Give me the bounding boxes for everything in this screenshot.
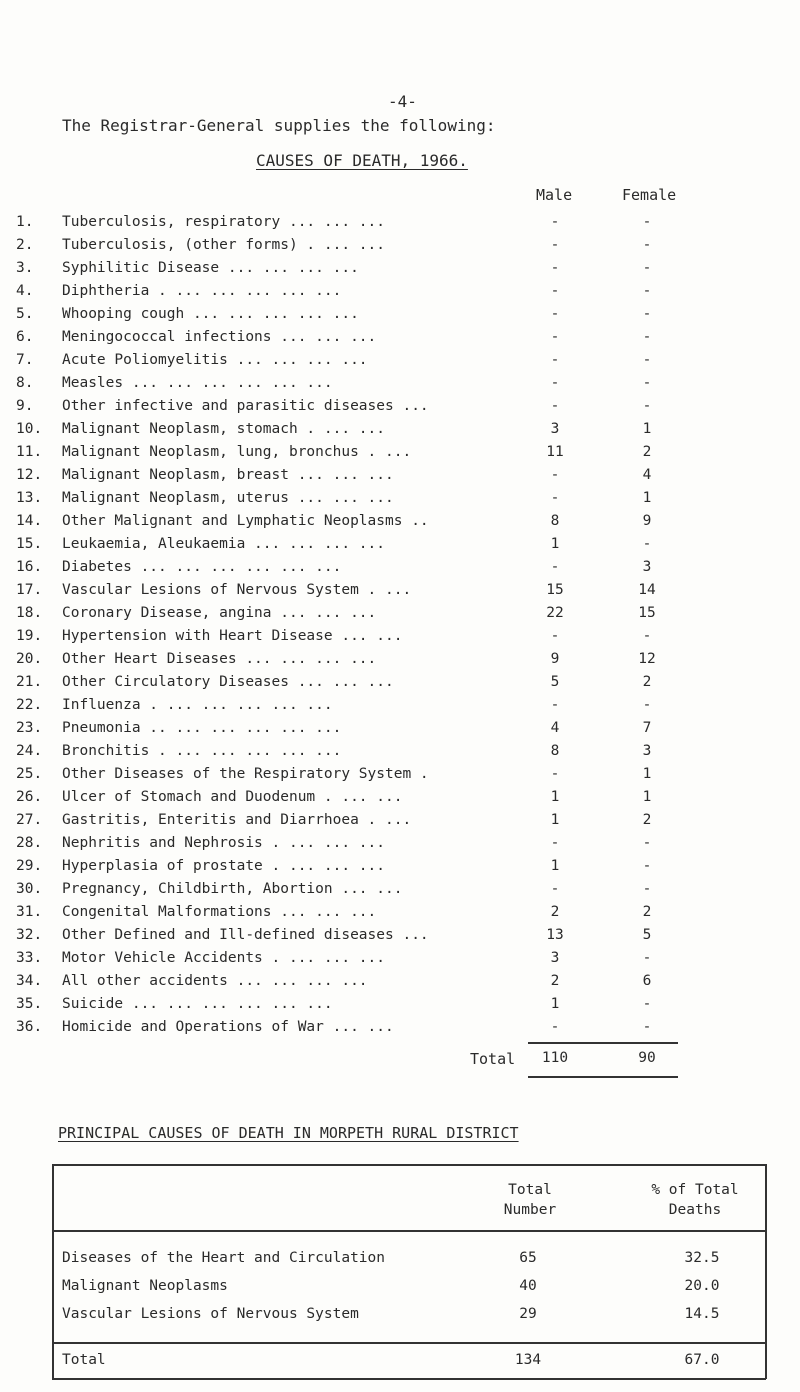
cause-number: 9. bbox=[16, 398, 34, 414]
cause-label: Diphtheria . ... ... ... ... ... bbox=[62, 283, 342, 299]
female-count: 7 bbox=[642, 720, 652, 736]
male-count: - bbox=[550, 260, 560, 276]
row-label: Diseases of the Heart and Circulation bbox=[62, 1250, 386, 1266]
male-count: - bbox=[550, 214, 560, 230]
cause-row bbox=[0, 513, 800, 537]
cause-label: Tuberculosis, (other forms) . ... ... bbox=[62, 237, 386, 253]
female-count: - bbox=[642, 398, 652, 414]
cause-label: Ulcer of Stomach and Duodenum . ... ... bbox=[62, 789, 403, 805]
female-count: - bbox=[642, 858, 652, 874]
female-count: 2 bbox=[642, 904, 652, 920]
cause-label: Influenza . ... ... ... ... ... bbox=[62, 697, 333, 713]
male-count: 8 bbox=[550, 743, 560, 759]
row-percent: 32.5 bbox=[684, 1250, 720, 1266]
female-count: 1 bbox=[642, 766, 652, 782]
table-total-divider bbox=[52, 1342, 766, 1344]
cause-number: 6. bbox=[16, 329, 34, 345]
cause-number: 36. bbox=[16, 1019, 43, 1035]
row-label: Malignant Neoplasms bbox=[62, 1278, 228, 1294]
row-label: Vascular Lesions of Nervous System bbox=[62, 1306, 359, 1322]
cause-label: Hypertension with Heart Disease ... ... bbox=[62, 628, 403, 644]
female-count: - bbox=[642, 697, 652, 713]
male-count: 9 bbox=[550, 651, 560, 667]
cause-row bbox=[0, 743, 800, 767]
male-count: 22 bbox=[546, 605, 564, 621]
cause-label: All other accidents ... ... ... ... bbox=[62, 973, 368, 989]
row-percent: 14.5 bbox=[684, 1306, 720, 1322]
cause-label: Hyperplasia of prostate . ... ... ... bbox=[62, 858, 386, 874]
cause-row bbox=[0, 444, 800, 468]
cause-row bbox=[0, 766, 800, 790]
cause-row bbox=[0, 398, 800, 422]
male-count: 2 bbox=[550, 904, 560, 920]
table-right-border bbox=[765, 1164, 767, 1379]
row-number: 40 bbox=[519, 1278, 537, 1294]
cause-label: Vascular Lesions of Nervous System . ... bbox=[62, 582, 412, 598]
cause-row bbox=[0, 490, 800, 514]
cause-label: Congenital Malformations ... ... ... bbox=[62, 904, 377, 920]
male-count: 5 bbox=[550, 674, 560, 690]
female-count: - bbox=[642, 237, 652, 253]
cause-row bbox=[0, 329, 800, 353]
female-count: 6 bbox=[642, 973, 652, 989]
header-percent-line1: % of Total bbox=[651, 1182, 739, 1198]
female-count: - bbox=[642, 1019, 652, 1035]
cause-label: Meningococcal infections ... ... ... bbox=[62, 329, 377, 345]
table-total-number: 134 bbox=[514, 1352, 542, 1368]
cause-number: 29. bbox=[16, 858, 43, 874]
cause-label: Nephritis and Nephrosis . ... ... ... bbox=[62, 835, 386, 851]
cause-number: 35. bbox=[16, 996, 43, 1012]
cause-row bbox=[0, 283, 800, 307]
female-count: 5 bbox=[642, 927, 652, 943]
cause-label: Pneumonia .. ... ... ... ... ... bbox=[62, 720, 342, 736]
female-count: 2 bbox=[642, 674, 652, 690]
cause-row bbox=[0, 835, 800, 859]
total-female: 90 bbox=[638, 1050, 656, 1066]
cause-number: 11. bbox=[16, 444, 43, 460]
cause-label: Other infective and parasitic diseases ... bbox=[62, 398, 429, 414]
cause-number: 12. bbox=[16, 467, 43, 483]
cause-row bbox=[0, 260, 800, 284]
cause-label: Tuberculosis, respiratory ... ... ... bbox=[62, 214, 386, 230]
female-count: - bbox=[642, 628, 652, 644]
female-count: 2 bbox=[642, 444, 652, 460]
cause-number: 17. bbox=[16, 582, 43, 598]
cause-number: 28. bbox=[16, 835, 43, 851]
cause-number: 20. bbox=[16, 651, 43, 667]
female-count: 4 bbox=[642, 467, 652, 483]
cause-label: Gastritis, Enteritis and Diarrhoea . ... bbox=[62, 812, 412, 828]
cause-label: Motor Vehicle Accidents . ... ... ... bbox=[62, 950, 386, 966]
cause-number: 15. bbox=[16, 536, 43, 552]
cause-number: 14. bbox=[16, 513, 43, 529]
male-count: - bbox=[550, 490, 560, 506]
cause-row bbox=[0, 214, 800, 238]
cause-row bbox=[0, 996, 800, 1020]
cause-row bbox=[0, 352, 800, 376]
table-top-border bbox=[52, 1164, 766, 1166]
female-count: - bbox=[642, 835, 652, 851]
male-count: 4 bbox=[550, 720, 560, 736]
cause-row bbox=[0, 973, 800, 997]
table-row bbox=[62, 1250, 762, 1274]
totals-rule-top bbox=[528, 1042, 678, 1044]
female-count: 15 bbox=[638, 605, 656, 621]
male-count: 1 bbox=[550, 536, 560, 552]
female-count: 1 bbox=[642, 789, 652, 805]
female-count: - bbox=[642, 214, 652, 230]
cause-row bbox=[0, 904, 800, 928]
male-count: 11 bbox=[546, 444, 564, 460]
row-number: 65 bbox=[519, 1250, 537, 1266]
total-male: 110 bbox=[541, 1050, 569, 1066]
female-count: 2 bbox=[642, 812, 652, 828]
cause-number: 10. bbox=[16, 421, 43, 437]
totals-rule-bottom bbox=[528, 1076, 678, 1078]
cause-number: 26. bbox=[16, 789, 43, 805]
cause-label: Whooping cough ... ... ... ... ... bbox=[62, 306, 359, 322]
cause-number: 31. bbox=[16, 904, 43, 920]
table-header-divider bbox=[52, 1230, 766, 1232]
row-number: 29 bbox=[519, 1306, 537, 1322]
male-count: - bbox=[550, 467, 560, 483]
cause-number: 24. bbox=[16, 743, 43, 759]
cause-row bbox=[0, 306, 800, 330]
female-count: 3 bbox=[642, 743, 652, 759]
male-count: 1 bbox=[550, 858, 560, 874]
male-count: 1 bbox=[550, 789, 560, 805]
cause-label: Malignant Neoplasm, uterus ... ... ... bbox=[62, 490, 394, 506]
cause-label: Other Circulatory Diseases ... ... ... bbox=[62, 674, 394, 690]
cause-label: Acute Poliomyelitis ... ... ... ... bbox=[62, 352, 368, 368]
cause-number: 7. bbox=[16, 352, 34, 368]
female-count: 1 bbox=[642, 490, 652, 506]
cause-number: 32. bbox=[16, 927, 43, 943]
male-count: - bbox=[550, 697, 560, 713]
cause-number: 13. bbox=[16, 490, 43, 506]
male-count: - bbox=[550, 306, 560, 322]
cause-label: Leukaemia, Aleukaemia ... ... ... ... bbox=[62, 536, 386, 552]
female-count: - bbox=[642, 283, 652, 299]
cause-row bbox=[0, 628, 800, 652]
cause-label: Suicide ... ... ... ... ... ... bbox=[62, 996, 333, 1012]
female-count: 3 bbox=[642, 559, 652, 575]
female-count: - bbox=[642, 352, 652, 368]
cause-row bbox=[0, 858, 800, 882]
male-count: 1 bbox=[550, 996, 560, 1012]
cause-row bbox=[0, 559, 800, 583]
row-percent: 20.0 bbox=[684, 1278, 720, 1294]
male-count: - bbox=[550, 766, 560, 782]
cause-row bbox=[0, 1019, 800, 1043]
cause-row bbox=[0, 651, 800, 675]
cause-label: Measles ... ... ... ... ... ... bbox=[62, 375, 333, 391]
female-count: 1 bbox=[642, 421, 652, 437]
male-count: - bbox=[550, 881, 560, 897]
cause-label: Homicide and Operations of War ... ... bbox=[62, 1019, 394, 1035]
cause-row bbox=[0, 812, 800, 836]
cause-row bbox=[0, 881, 800, 905]
cause-label: Other Diseases of the Respiratory System . bbox=[62, 766, 429, 782]
cause-number: 30. bbox=[16, 881, 43, 897]
male-count: - bbox=[550, 1019, 560, 1035]
cause-label: Other Malignant and Lymphatic Neoplasms .. bbox=[62, 513, 429, 529]
header-percent bbox=[630, 1180, 760, 1220]
intro-text: The Registrar-General supplies the following: bbox=[62, 116, 496, 135]
cause-number: 18. bbox=[16, 605, 43, 621]
header-percent-line2: Deaths bbox=[668, 1202, 722, 1218]
male-column-header: Male bbox=[536, 186, 573, 204]
table-row bbox=[62, 1278, 762, 1302]
male-count: 2 bbox=[550, 973, 560, 989]
female-column-header: Female bbox=[622, 186, 677, 204]
cause-number: 3. bbox=[16, 260, 34, 276]
cause-label: Pregnancy, Childbirth, Abortion ... ... bbox=[62, 881, 403, 897]
header-total-number bbox=[470, 1180, 590, 1220]
cause-number: 33. bbox=[16, 950, 43, 966]
male-count: 1 bbox=[550, 812, 560, 828]
cause-row bbox=[0, 237, 800, 261]
cause-label: Coronary Disease, angina ... ... ... bbox=[62, 605, 377, 621]
cause-label: Malignant Neoplasm, lung, bronchus . ... bbox=[62, 444, 412, 460]
cause-label: Malignant Neoplasm, stomach . ... ... bbox=[62, 421, 386, 437]
principal-causes-title: PRINCIPAL CAUSES OF DEATH IN MORPETH RURAL DISTRICT bbox=[58, 1124, 519, 1142]
cause-number: 34. bbox=[16, 973, 43, 989]
male-count: 13 bbox=[546, 927, 564, 943]
header-total-line1: Total bbox=[508, 1182, 552, 1198]
male-count: - bbox=[550, 398, 560, 414]
cause-row bbox=[0, 375, 800, 399]
cause-number: 21. bbox=[16, 674, 43, 690]
total-label: Total bbox=[470, 1050, 516, 1068]
cause-row bbox=[0, 674, 800, 698]
page-number: -4- bbox=[388, 92, 417, 111]
male-count: 3 bbox=[550, 950, 560, 966]
male-count: - bbox=[550, 375, 560, 391]
cause-row bbox=[0, 697, 800, 721]
cause-row bbox=[0, 536, 800, 560]
cause-number: 19. bbox=[16, 628, 43, 644]
table-row bbox=[62, 1306, 762, 1330]
male-count: - bbox=[550, 628, 560, 644]
male-count: 3 bbox=[550, 421, 560, 437]
cause-number: 4. bbox=[16, 283, 34, 299]
table-total-label: Total bbox=[62, 1352, 106, 1368]
female-count: - bbox=[642, 536, 652, 552]
male-count: 8 bbox=[550, 513, 560, 529]
male-count: - bbox=[550, 559, 560, 575]
cause-row bbox=[0, 950, 800, 974]
cause-number: 25. bbox=[16, 766, 43, 782]
table-total-percent: 67.0 bbox=[684, 1352, 720, 1368]
header-total-line2: Number bbox=[503, 1202, 557, 1218]
male-count: - bbox=[550, 283, 560, 299]
female-count: 9 bbox=[642, 513, 652, 529]
cause-number: 2. bbox=[16, 237, 34, 253]
cause-label: Other Heart Diseases ... ... ... ... bbox=[62, 651, 377, 667]
cause-row bbox=[0, 582, 800, 606]
table-total-row bbox=[62, 1352, 762, 1376]
female-count: 12 bbox=[638, 651, 656, 667]
cause-row bbox=[0, 421, 800, 445]
female-count: - bbox=[642, 996, 652, 1012]
male-count: 15 bbox=[546, 582, 564, 598]
cause-row bbox=[0, 467, 800, 491]
cause-label: Malignant Neoplasm, breast ... ... ... bbox=[62, 467, 394, 483]
cause-row bbox=[0, 605, 800, 629]
table-left-border bbox=[52, 1164, 54, 1379]
cause-number: 5. bbox=[16, 306, 34, 322]
female-count: - bbox=[642, 329, 652, 345]
cause-number: 8. bbox=[16, 375, 34, 391]
cause-label: Diabetes ... ... ... ... ... ... bbox=[62, 559, 342, 575]
cause-row bbox=[0, 720, 800, 744]
female-count: - bbox=[642, 950, 652, 966]
cause-label: Bronchitis . ... ... ... ... ... bbox=[62, 743, 342, 759]
cause-row bbox=[0, 927, 800, 951]
female-count: - bbox=[642, 375, 652, 391]
female-count: 14 bbox=[638, 582, 656, 598]
cause-row bbox=[0, 789, 800, 813]
male-count: - bbox=[550, 835, 560, 851]
female-count: - bbox=[642, 260, 652, 276]
cause-number: 27. bbox=[16, 812, 43, 828]
cause-number: 16. bbox=[16, 559, 43, 575]
page-title: CAUSES OF DEATH, 1966. bbox=[256, 151, 468, 170]
cause-number: 22. bbox=[16, 697, 43, 713]
male-count: - bbox=[550, 329, 560, 345]
male-count: - bbox=[550, 237, 560, 253]
female-count: - bbox=[642, 306, 652, 322]
male-count: - bbox=[550, 352, 560, 368]
table-bottom-border bbox=[52, 1378, 766, 1380]
cause-number: 23. bbox=[16, 720, 43, 736]
cause-label: Other Defined and Ill-defined diseases ... bbox=[62, 927, 429, 943]
cause-label: Syphilitic Disease ... ... ... ... bbox=[62, 260, 359, 276]
female-count: - bbox=[642, 881, 652, 897]
cause-number: 1. bbox=[16, 214, 34, 230]
